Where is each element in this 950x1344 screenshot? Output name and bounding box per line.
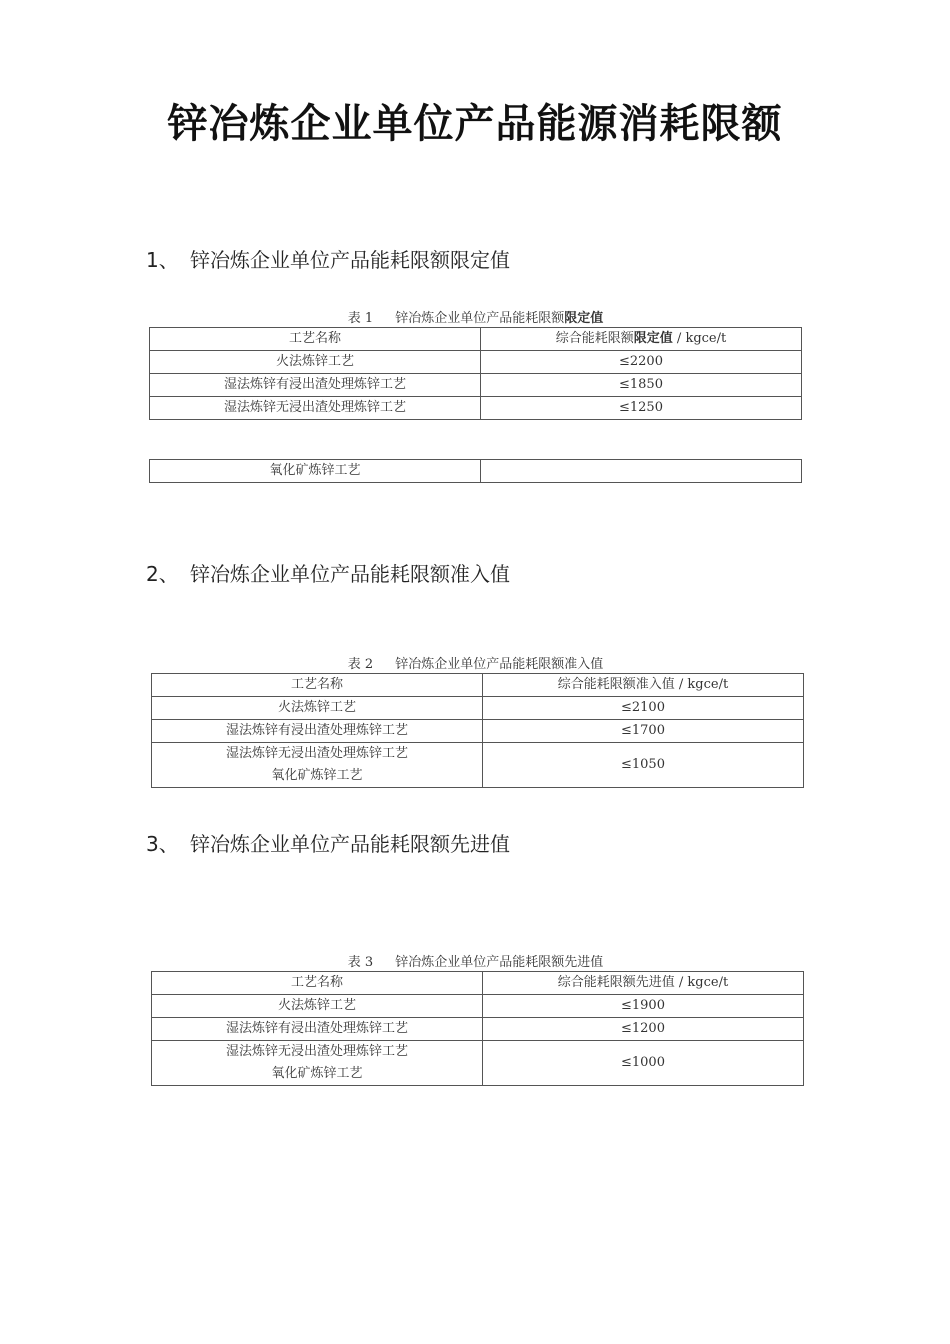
header-plain: 综合能耗限额 (555, 331, 634, 346)
energy-limit-value: ≤1850 (481, 374, 802, 397)
process-name-line: 湿法炼锌无浸出渣处理炼锌工艺 (225, 746, 408, 761)
table-header-row (150, 328, 802, 351)
process-name: 湿法炼锌有浸出渣处理炼锌工艺 (152, 720, 483, 743)
section-number: 2、 (146, 562, 179, 586)
table-caption-2 (148, 653, 803, 672)
energy-limit-value: ≤1200 (483, 1018, 804, 1041)
section-text: 锌冶炼企业单位产品能耗限额准入值 (190, 562, 510, 586)
table-row (152, 743, 804, 788)
process-name: 火法炼锌工艺 (150, 351, 481, 374)
process-name: 氧化矿炼锌工艺 (150, 460, 481, 483)
process-name-line: 湿法炼锌无浸出渣处理炼锌工艺 (225, 1044, 408, 1059)
table-row (150, 397, 802, 420)
header-unit: / kgce/t (672, 331, 727, 346)
section-heading-2 (146, 558, 510, 587)
process-name-merged (152, 1041, 483, 1086)
energy-limit-value: ≤1700 (483, 720, 804, 743)
table-row (150, 374, 802, 397)
table-3 (151, 971, 804, 1086)
energy-limit-value: ≤1000 (483, 1041, 804, 1086)
energy-limit-value: ≤1250 (481, 397, 802, 420)
process-name: 火法炼锌工艺 (152, 995, 483, 1018)
table-1-continuation (149, 459, 802, 483)
section-text: 锌冶炼企业单位产品能耗限额限定值 (190, 248, 510, 272)
process-name-line: 氧化矿炼锌工艺 (271, 1066, 363, 1081)
section-number: 3、 (146, 832, 179, 856)
table-header-row (152, 972, 804, 995)
header-energy-limit: 综合能耗限额准入值 / kgce/t (483, 674, 804, 697)
energy-limit-value: ≤1050 (483, 743, 804, 788)
table-number: 表 1 (347, 311, 374, 326)
header-energy-limit (481, 328, 802, 351)
table-caption-3 (148, 951, 803, 970)
header-process-name: 工艺名称 (152, 972, 483, 995)
energy-limit-value: ≤2100 (483, 697, 804, 720)
table-row (152, 1041, 804, 1086)
process-name: 湿法炼锌有浸出渣处理炼锌工艺 (152, 1018, 483, 1041)
table-row (150, 460, 802, 483)
table-number: 表 2 (347, 657, 374, 672)
header-process-name: 工艺名称 (152, 674, 483, 697)
table-row (152, 1018, 804, 1041)
header-energy-limit: 综合能耗限额先进值 / kgce/t (483, 972, 804, 995)
table-number: 表 3 (347, 955, 374, 970)
table-row (152, 697, 804, 720)
header-bold: 限定值 (633, 331, 673, 346)
table-row (152, 995, 804, 1018)
process-name: 湿法炼锌无浸出渣处理炼锌工艺 (150, 397, 481, 420)
table-2 (151, 673, 804, 788)
section-heading-3 (146, 828, 510, 857)
header-process-name: 工艺名称 (150, 328, 481, 351)
section-heading-1 (146, 244, 510, 273)
caption-text: 锌冶炼企业单位产品能耗限额准入值 (395, 657, 604, 672)
energy-limit-value: ≤1900 (483, 995, 804, 1018)
energy-limit-value (481, 460, 802, 483)
section-text: 锌冶炼企业单位产品能耗限额先进值 (190, 832, 510, 856)
table-row (150, 351, 802, 374)
energy-limit-value: ≤2200 (481, 351, 802, 374)
table-1 (149, 327, 802, 420)
process-name-merged (152, 743, 483, 788)
caption-text: 锌冶炼企业单位产品能耗限额 (395, 311, 565, 326)
table-header-row (152, 674, 804, 697)
process-name: 湿法炼锌有浸出渣处理炼锌工艺 (150, 374, 481, 397)
document-title: 锌冶炼企业单位产品能源消耗限额 (167, 101, 783, 147)
caption-text: 锌冶炼企业单位产品能耗限额先进值 (395, 955, 604, 970)
process-name-line: 氧化矿炼锌工艺 (271, 768, 363, 783)
section-number: 1、 (146, 248, 179, 272)
table-row (152, 720, 804, 743)
caption-bold-text: 限定值 (564, 311, 604, 326)
process-name: 火法炼锌工艺 (152, 697, 483, 720)
table-caption-1 (148, 307, 803, 326)
